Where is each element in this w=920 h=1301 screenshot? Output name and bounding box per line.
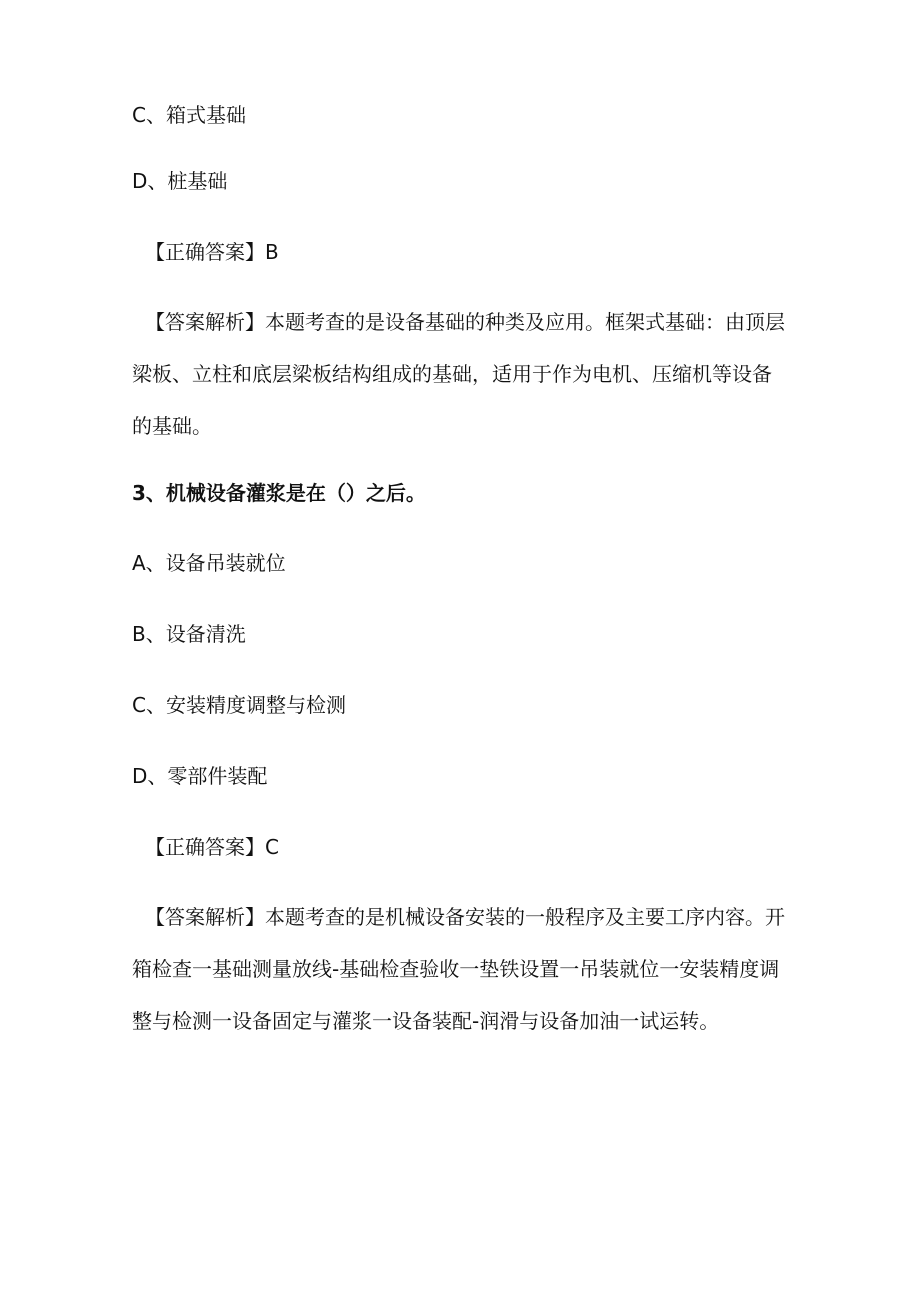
option-c-text: C、箱式基础 [132, 103, 246, 127]
analysis-line: 的基础。 [132, 414, 212, 438]
analysis-line: 【答案解析】本题考查的是设备基础的种类及应用。框架式基础：由顶层 [145, 310, 785, 334]
analysis-line: 梁板、立柱和底层梁板结构组成的基础，适用于作为电机、压缩机等设备 [132, 362, 772, 386]
option-d-text: D、桩基础 [132, 169, 228, 193]
option-b-text: B、设备清洗 [132, 622, 246, 646]
answer-analysis [132, 891, 792, 1047]
answer-analysis [132, 296, 792, 452]
option-a-text: A、设备吊装就位 [132, 551, 286, 575]
analysis-line: 【答案解析】本题考查的是机械设备安装的一般程序及主要工序内容。开 [145, 905, 785, 929]
correct-answer-text: 【正确答案】C [145, 835, 279, 859]
question-stem: 3、机械设备灌浆是在（）之后。 [132, 481, 426, 505]
analysis-line: 整与检测一设备固定与灌浆一设备装配-润滑与设备加油一试运转。 [132, 1009, 720, 1033]
option-d-text: D、零部件装配 [132, 764, 268, 788]
analysis-line: 箱检查一基础测量放线-基础检查验收一垫铁设置一吊装就位一安装精度调 [132, 957, 780, 981]
option-c-text: C、安装精度调整与检测 [132, 693, 346, 717]
correct-answer-text: 【正确答案】B [145, 240, 279, 264]
